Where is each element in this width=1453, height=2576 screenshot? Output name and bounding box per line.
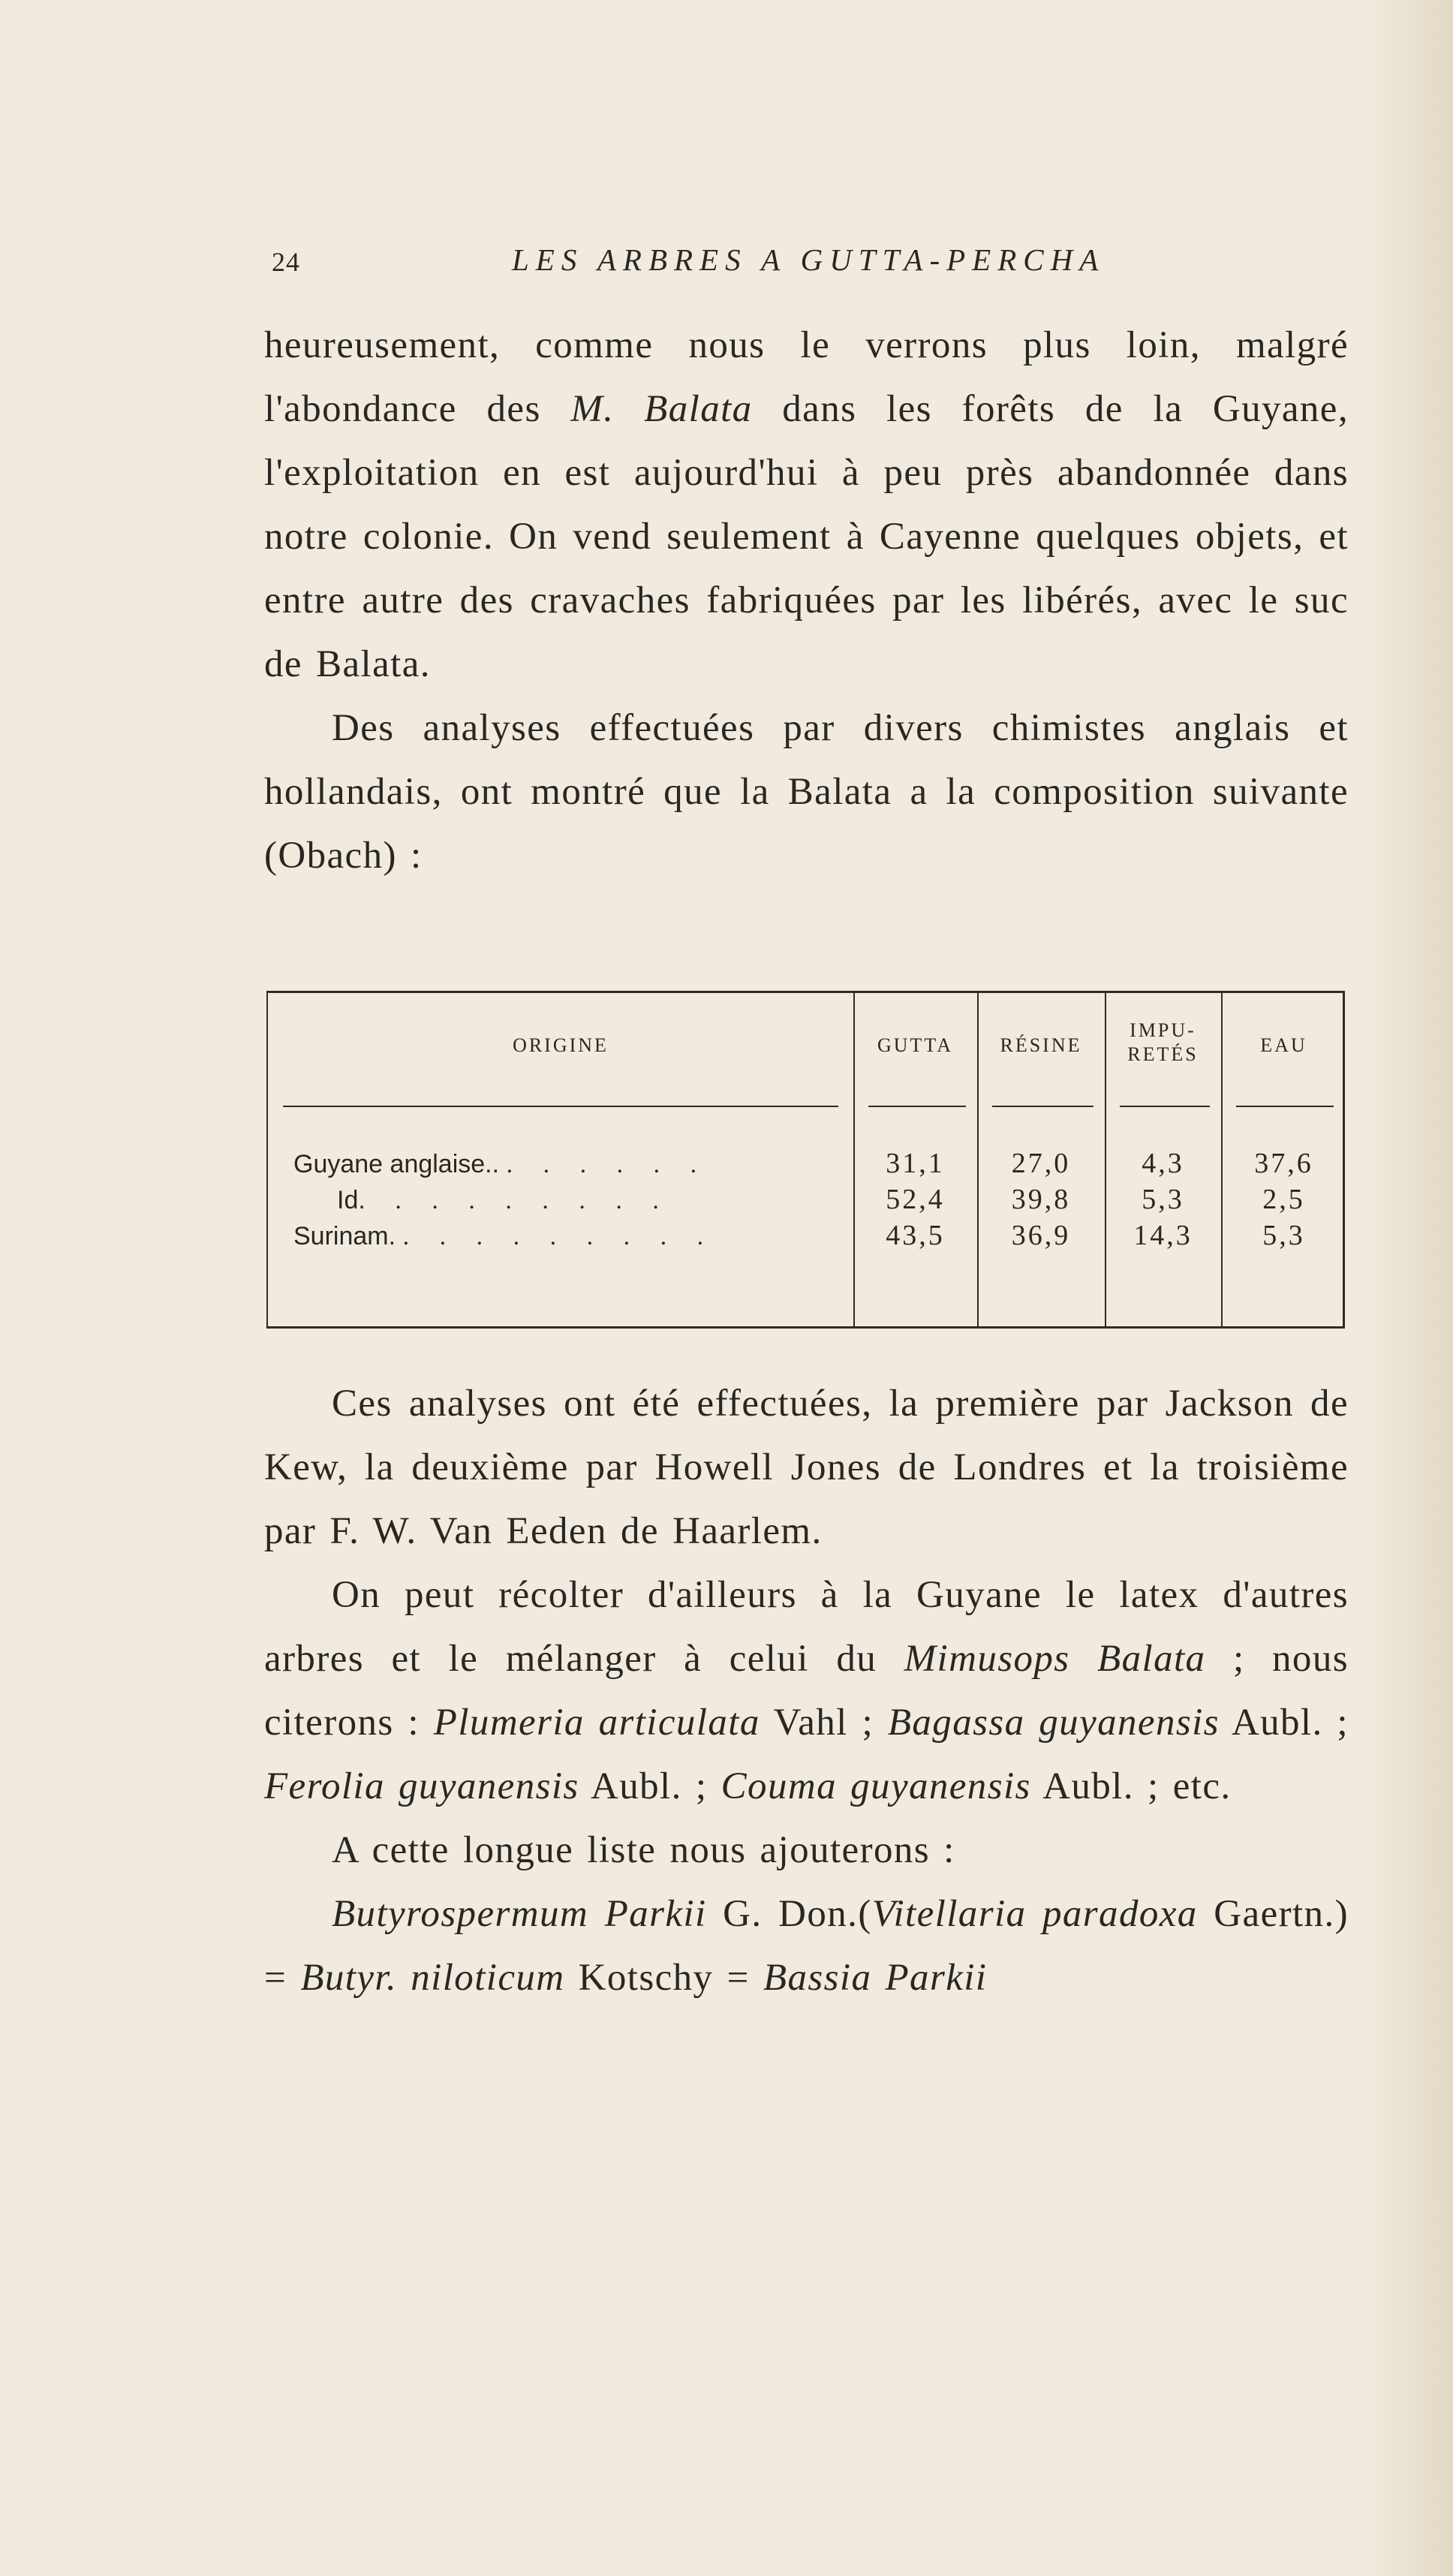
column-header-impuretes <box>1105 1019 1221 1067</box>
cell-resine: 36,9 <box>1011 1220 1071 1251</box>
para1-text-1: heureusement, comme nous le verrons plus loin, malgré l'abondance des <box>264 324 1349 430</box>
column-header-resine: RÉSINE <box>1000 1034 1082 1056</box>
para1-italic-1: M. Balata <box>570 388 753 430</box>
para4-text-4: Aubl. ; <box>1219 1702 1349 1744</box>
text-block-top <box>264 314 1349 888</box>
cell-gutta: 31,1 <box>886 1148 945 1179</box>
column-header-impuretes-line-1: IMPU- <box>1130 1019 1196 1041</box>
para4-text-6: Aubl. ; etc. <box>1030 1765 1232 1807</box>
composition-table <box>266 991 1345 1329</box>
para4-italic-3: Bagassa guyanensis <box>887 1702 1220 1744</box>
para4-italic-4: Ferolia guyanensis <box>264 1765 579 1807</box>
table-header-rule <box>283 1106 838 1107</box>
cell-resine: 27,0 <box>1011 1148 1071 1179</box>
table-row <box>268 1182 1346 1217</box>
column-header-eau: EAU <box>1260 1034 1307 1056</box>
cell-eau: 2,5 <box>1262 1184 1305 1215</box>
para6-italic-1: Butyrospermum Parkii <box>332 1893 707 1935</box>
origin-name: Surinam. <box>293 1222 396 1250</box>
dot-leader: . . . . . . . . . <box>402 1223 716 1250</box>
column-header-impuretes-line-2: RETÉS <box>1127 1043 1199 1065</box>
paragraph-4 <box>264 1563 1349 1819</box>
table-header-rule <box>1120 1106 1210 1107</box>
cell-eau: 5,3 <box>1262 1220 1305 1251</box>
cell-gutta: 52,4 <box>886 1184 945 1215</box>
running-title: LES ARBRES A GUTTA-PERCHA <box>512 242 1106 277</box>
cell-impuretes: 14,3 <box>1133 1220 1193 1251</box>
para6-italic-3: Butyr. niloticum <box>300 1957 565 1999</box>
dot-leader: . . . . . . . . <box>395 1187 671 1214</box>
page-number: 24 <box>272 247 300 277</box>
para6-text-2: Gaertn.) = <box>264 1893 1349 1999</box>
paragraph-2: Des analyses effectuées par divers chimistes anglais et hollandais, ont montré que la Balata a la composition suivante (Obach) : <box>264 707 1349 877</box>
cell-impuretes: 4,3 <box>1142 1148 1184 1179</box>
paragraph-3: Ces analyses ont été effectuées, la première par Jackson de Kew, la deuxième par Howell Jones de Londres et la troisième par F. W. Van Eeden de Haarlem. <box>264 1383 1349 1552</box>
column-header-gutta: GUTTA <box>877 1034 953 1056</box>
para4-text-3: Vahl ; <box>760 1702 888 1744</box>
dot-leader: . . . . . . <box>506 1151 709 1178</box>
paragraph-1 <box>264 314 1349 697</box>
para6-text-3: Kotschy = <box>564 1957 763 1999</box>
para4-text-1: On peut récolter d'ailleurs à la Guyane le latex d'autres arbres et le mélanger à celui du <box>264 1574 1349 1680</box>
table-row <box>268 1218 1346 1253</box>
page-edge-shadow <box>1363 0 1453 2576</box>
table-header-rule <box>868 1106 966 1107</box>
cell-origine <box>293 1218 841 1254</box>
para4-text-2: ; nous citerons : <box>264 1638 1349 1744</box>
cell-impuretes: 5,3 <box>1142 1184 1184 1215</box>
origin-name: Guyane anglaise.. <box>293 1150 500 1178</box>
paragraph-6 <box>264 1882 1349 2010</box>
paragraph-5: A cette longue liste nous ajouterons : <box>332 1829 955 1871</box>
para4-text-5: Aubl. ; <box>579 1765 721 1807</box>
page-header <box>264 242 1349 287</box>
para6-italic-2: Vitellaria paradoxa <box>871 1893 1198 1935</box>
cell-origine <box>293 1182 841 1218</box>
para6-text-1: G. Don.( <box>706 1893 872 1935</box>
table-header-rule <box>1236 1106 1334 1107</box>
cell-resine: 39,8 <box>1011 1184 1071 1215</box>
para4-italic-1: Mimusops Balata <box>904 1638 1206 1680</box>
para1-text-2: dans les forêts de la Guyane, l'exploitation en est aujourd'hui à peu près abandonnée dans notre colonie. On vend seulement à Cayenne quelques objets, et entre autre des cravaches fabriquées par les libérés, avec le suc de Balata. <box>264 388 1349 685</box>
table-row <box>268 1146 1346 1181</box>
column-header-origine: ORIGINE <box>513 1034 609 1056</box>
table-header-rule <box>992 1106 1094 1107</box>
text-block-bottom <box>264 1372 1349 2010</box>
para4-italic-2: Plumeria articulata <box>433 1702 760 1744</box>
cell-gutta: 43,5 <box>886 1220 945 1251</box>
para6-italic-4: Bassia Parkii <box>763 1957 988 1999</box>
cell-eau: 37,6 <box>1254 1148 1313 1179</box>
origin-name: Id. <box>337 1186 366 1214</box>
cell-origine <box>293 1146 841 1182</box>
para4-italic-5: Couma guyanensis <box>720 1765 1031 1807</box>
